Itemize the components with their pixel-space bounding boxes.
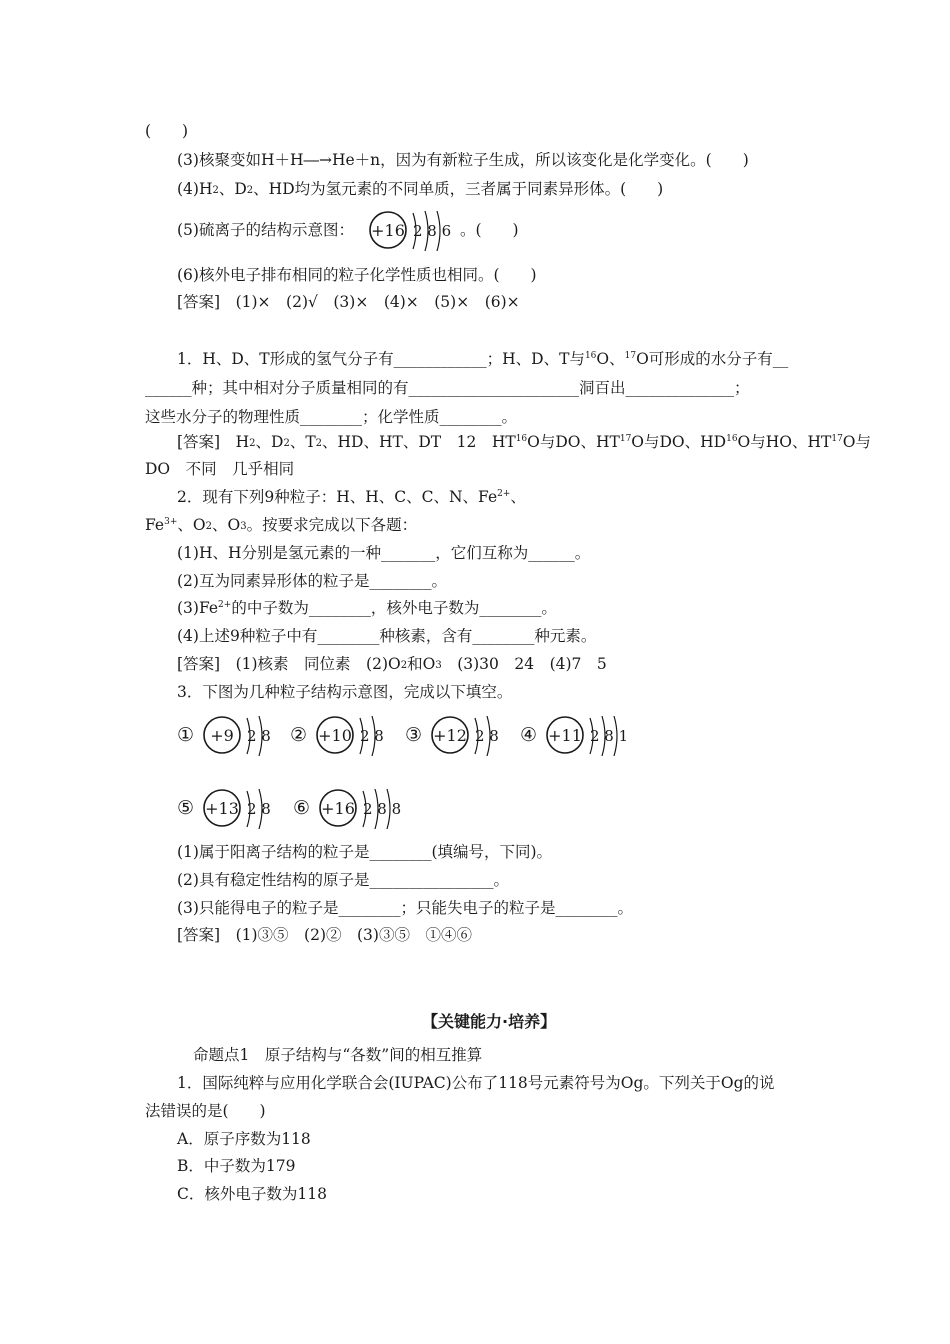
option-b: B．中子数为179 xyxy=(177,1157,296,1175)
q1-line-1: 1．H、D、T形成的氢气分子有____________；H、D、T与$^{16}$O、$^{17}$O可形成的水分子有__ xyxy=(177,350,789,368)
svg-text:2 8 1: 2 8 1 xyxy=(590,727,629,745)
particle-diagram-2 xyxy=(290,710,390,758)
svg-text:+13: +13 xyxy=(205,799,239,818)
section-q1-line-1: 1．国际纯粹与应用化学联合会(IUPAC)公布了118号元素符号为Og。下列关于Og的说 xyxy=(177,1074,775,1092)
judge-item-4: $(4)H_2$、$D_2$、HD均为氢元素的不同单质，三者属于同素异形体。( ) xyxy=(177,180,664,198)
svg-text:⑥: ⑥ xyxy=(293,797,311,819)
q2-item-3: $(3)Fe^{2+}$的中子数为________，核外电子数为________。 xyxy=(177,599,557,617)
nucleus-charge: +16 xyxy=(371,221,405,240)
q1-line-2: ______种；其中相对分子质量相同的有______________________洞百出______________； xyxy=(145,379,750,397)
section-q1-line-2: 法错误的是( ) xyxy=(145,1102,266,1120)
svg-text:+10: +10 xyxy=(318,726,352,745)
shell-electrons: 2 8 6 xyxy=(413,222,452,240)
q2-item-1: (1)H、H分别是氢元素的一种_______，它们互称为______。 xyxy=(177,544,591,562)
svg-text:③: ③ xyxy=(405,724,423,746)
svg-text:④: ④ xyxy=(520,724,538,746)
judge-item-6: (6)核外电子排布相同的粒子化学性质也相同。( ) xyxy=(177,266,537,284)
particle-diagram-5 xyxy=(177,783,277,831)
q3-item-1: (1)属于阳离子结构的粒子是________(填编号，下同)。 xyxy=(177,843,553,861)
q2-item-2: (2)互为同素异形体的粒子是________。 xyxy=(177,572,447,590)
answer-judge: [答案] (1)× (2)√ (3)× (4)× (5)× (6)× xyxy=(177,293,520,311)
q3-answer: [答案] (1)③⑤ (2)② (3)③⑤ ①④⑥ xyxy=(177,926,472,944)
q2-line-2: $Fe^{3+}$、$O_2$、$O_3$。按要求完成以下各题： xyxy=(145,516,418,534)
svg-text:+9: +9 xyxy=(210,726,234,745)
topic-title: 命题点1 原子结构与“各数”间的相互推算 xyxy=(193,1046,483,1064)
svg-text:+11: +11 xyxy=(548,726,582,745)
particle-diagram-3 xyxy=(405,710,505,758)
q3-item-3: (3)只能得电子的粒子是________；只能失电子的粒子是________。 xyxy=(177,899,633,917)
q1-answer-line-1: [答案] $H_2$、$D_2$、$T_2$、HD、HT、DT 12 HT$^{16}$O与DO、HT$^{17}$O与DO、HD$^{16}$O与HO、HT$^{17}$O与 xyxy=(177,433,872,451)
svg-text:⑤: ⑤ xyxy=(177,797,195,819)
svg-text:+16: +16 xyxy=(321,799,355,818)
answer-bracket: ( ) xyxy=(145,122,189,140)
particle-diagram-1 xyxy=(177,710,277,758)
q2-answer: [答案] (1)核素 同位素 $(2)O_2$和$O_3$ (3)30 24 (4)7 5 xyxy=(177,655,607,673)
q3-item-2: (2)具有稳定性结构的原子是________________。 xyxy=(177,871,509,889)
svg-text:2 8: 2 8 xyxy=(360,727,384,745)
particle-diagram-4 xyxy=(520,710,632,758)
sulfide-ion-diagram xyxy=(367,205,473,253)
option-a: A．原子序数为118 xyxy=(177,1130,311,1148)
q2-item-4: (4)上述9种粒子中有________种核素，含有________种元素。 xyxy=(177,627,597,645)
judge-item-5: (5)硫离子的结构示意图： 。( ) xyxy=(177,221,519,239)
svg-text:②: ② xyxy=(290,724,308,746)
svg-text:①: ① xyxy=(177,724,195,746)
q2-line-1: 2．现有下列9种粒子：H、H、C、C、N、$Fe^{2+}$、 xyxy=(177,488,526,506)
particle-diagram-6 xyxy=(293,783,405,831)
q3-title: 3．下图为几种粒子结构示意图，完成以下填空。 xyxy=(177,683,513,701)
svg-text:+12: +12 xyxy=(433,726,467,745)
option-c: C．核外电子数为118 xyxy=(177,1185,327,1203)
svg-text:2 8 8: 2 8 8 xyxy=(363,800,402,818)
svg-text:2 8: 2 8 xyxy=(247,727,271,745)
q1-line-3: 这些水分子的物理性质________；化学性质________。 xyxy=(145,408,518,426)
section-heading: 【关键能力·培养】 xyxy=(422,1012,557,1031)
svg-text:2 8: 2 8 xyxy=(247,800,271,818)
svg-text:2 8: 2 8 xyxy=(475,727,499,745)
judge-item-3: (3)核聚变如H＋H―→He＋n，因为有新粒子生成，所以该变化是化学变化。( ) xyxy=(177,151,749,169)
q1-answer-line-2: DO 不同 几乎相同 xyxy=(145,460,295,478)
